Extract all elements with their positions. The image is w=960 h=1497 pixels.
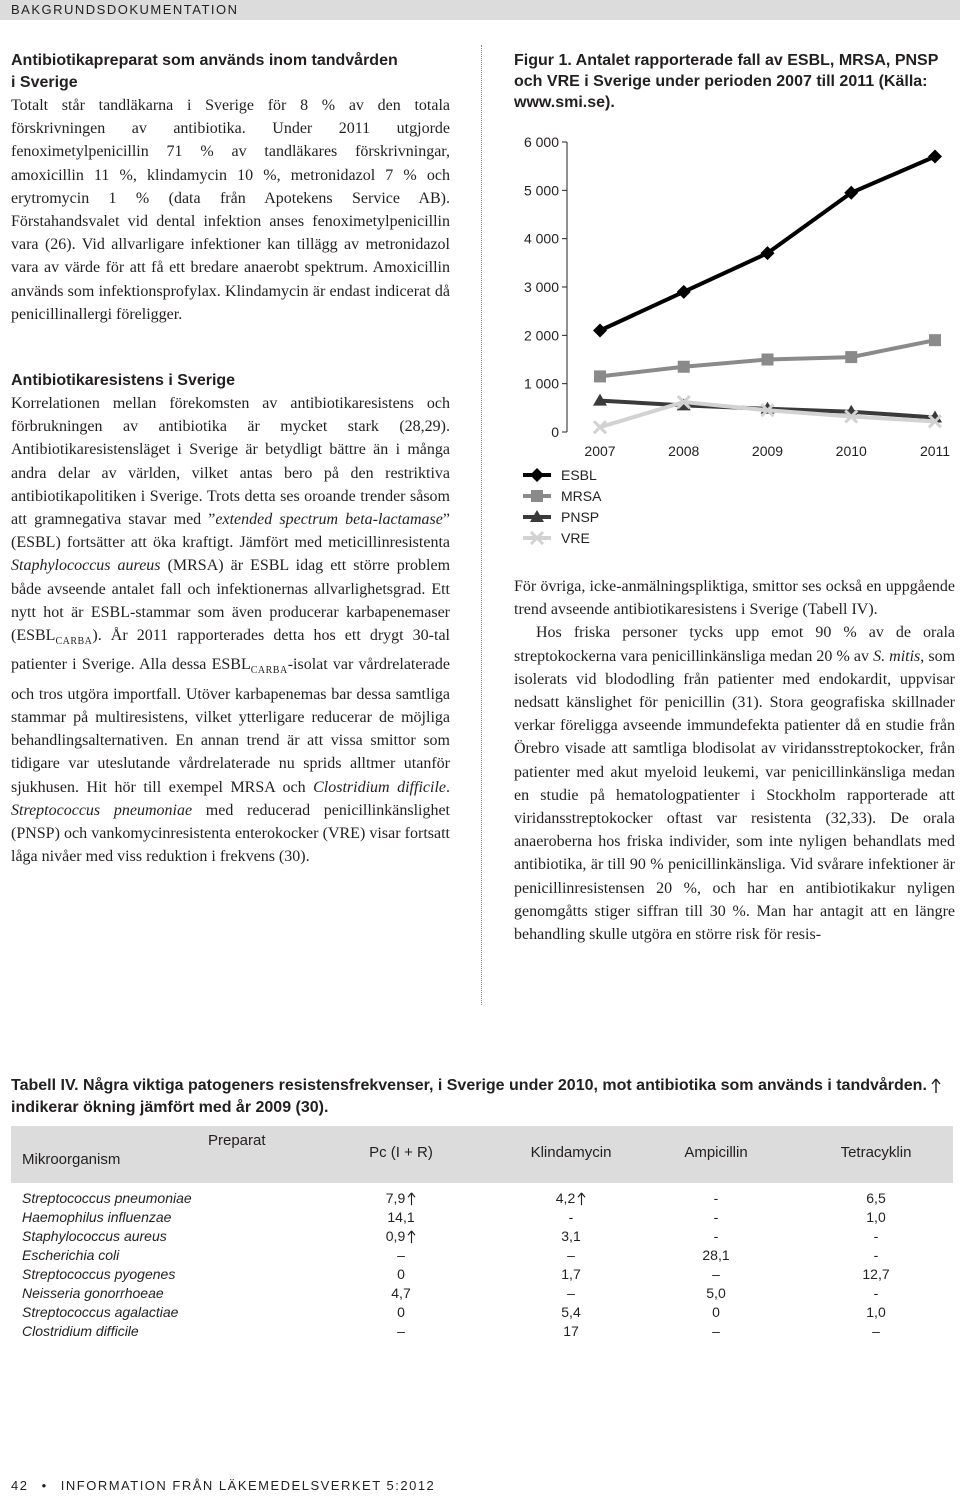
- line-chart: [505, 130, 955, 550]
- ampicillin-cell: 5,0: [706, 1285, 726, 1301]
- table-body: [11, 1189, 953, 1341]
- data-point: [677, 285, 691, 299]
- cell-value: 1,7: [561, 1266, 581, 1282]
- text-run: (MRSA) är ESBL idag ett större problem både avseende antalet fall och infektionernas allvarlighetsgrad. Ett nytt hot är ESBL-stammar som även producerar karbapenemaser (ESBL: [11, 557, 451, 645]
- cell-value: 0,9: [385, 1228, 406, 1244]
- text-run: ). År 2011 rapporterades detta hos ett drygt 30-tal patienter i Sverige. Alla dessa ESBL: [11, 627, 450, 674]
- publication-name: INFORMATION FRÅN LÄKEMEDELSVERKET 5:2012: [60, 1478, 436, 1493]
- bullet-separator: •: [41, 1478, 48, 1493]
- header-tetracyklin: Tetracyklin: [840, 1144, 912, 1161]
- tetracyklin-cell: 12,7: [862, 1266, 890, 1282]
- table-caption: [11, 1075, 951, 1119]
- ampicillin-cell: –: [712, 1323, 720, 1339]
- table-row: [11, 1322, 953, 1341]
- klindamycin-cell: [541, 1265, 601, 1284]
- table-row: [11, 1246, 953, 1265]
- italic-term: Clostridium difficile: [313, 778, 446, 796]
- table-row: [11, 1284, 953, 1303]
- page-footer: [11, 1478, 435, 1493]
- heading-line-2: i Sverige: [11, 74, 78, 91]
- pc-cell: [371, 1246, 431, 1265]
- pc-cell: [371, 1227, 431, 1246]
- table-row: [11, 1208, 953, 1227]
- tetracyklin-cell: –: [872, 1323, 880, 1339]
- tetracyklin-cell: 1,0: [866, 1209, 886, 1225]
- organism-cell: Streptococcus pneumoniae: [22, 1190, 192, 1206]
- legend-item-vre: [523, 530, 590, 546]
- legend-label: MRSA: [561, 488, 602, 504]
- right-column-text: [514, 575, 955, 946]
- legend-item-mrsa: [523, 488, 602, 504]
- klindamycin-cell: [541, 1208, 601, 1227]
- text-run: ” (ESBL) fortsätter att öka kraftigt. Jämfört med meticillinresistenta: [11, 511, 450, 552]
- series-line: [600, 157, 935, 331]
- tetracyklin-cell: 1,0: [866, 1304, 886, 1320]
- header-pc: Pc (I + R): [369, 1144, 433, 1161]
- body-paragraph: För övriga, icke-anmälningspliktiga, smittor ses också en uppgående trend avseende antibiotikaresistens i Sverige (Tabell IV).: [514, 578, 955, 619]
- data-point: [594, 370, 606, 382]
- ampicillin-cell: 0: [712, 1304, 720, 1320]
- klindamycin-cell: [541, 1322, 601, 1341]
- y-tick-label: 6 000: [523, 134, 559, 150]
- pc-cell: [371, 1303, 431, 1322]
- section-antibiotikaresistens: [11, 370, 450, 868]
- figure-caption: Figur 1. Antalet rapporterade fall av ESBL, MRSA, PNSP och VRE i Sverige under perioden 2007 till 2011 (Källa: www.smi.se).: [514, 52, 939, 111]
- cell-value: –: [567, 1285, 575, 1301]
- cell-value: 17: [563, 1323, 579, 1339]
- y-tick-label: 4 000: [523, 230, 559, 247]
- y-tick-label: 0: [551, 424, 559, 440]
- legend-label: ESBL: [561, 467, 597, 483]
- organism-cell: Escherichia coli: [22, 1247, 120, 1263]
- text-run: -isolat var vårdrelaterade och tros utgöra importfall. Utöver karbapenemas bar dessa samtliga stammar på multiresistens, vilket ytterligare reducerar de möjliga behandlingsalternativen. En annan trend är att vissa smittor som tidigare var uteslutande vårdrelaterade nu sprids alltmer utanför sjukhusen. Hit hör till exempel MRSA och: [11, 656, 450, 796]
- organism-cell: Streptococcus pyogenes: [22, 1266, 176, 1282]
- x-tick-label: 2007: [584, 443, 616, 459]
- y-tick-label: 5 000: [523, 182, 559, 199]
- table-row: [11, 1265, 953, 1284]
- data-point: [929, 334, 941, 346]
- pc-cell: [371, 1265, 431, 1284]
- table-row: [11, 1303, 953, 1322]
- italic-term: Staphylococcus aureus: [11, 557, 161, 575]
- pc-cell: [371, 1284, 431, 1303]
- legend-marker: [531, 490, 543, 502]
- italic-term: extended spectrum beta-lactamase: [215, 511, 443, 529]
- y-tick-label: 2 000: [523, 327, 559, 344]
- tetracyklin-cell: -: [873, 1228, 879, 1244]
- organism-cell: Streptococcus agalactiae: [22, 1304, 179, 1320]
- cell-value: 4,7: [391, 1285, 411, 1301]
- data-point: [593, 324, 607, 338]
- cell-value: –: [397, 1323, 405, 1339]
- header-mikroorganism: Mikroorganism: [22, 1151, 121, 1168]
- tetracyklin-cell: -: [873, 1285, 879, 1301]
- text-run: med reducerad penicillinkänslighet (PNSP) och vankomycinresistenta enterokocker (VRE) visar fortsatt låga nivåer med viss reduktion i frekvens (30).: [11, 801, 451, 866]
- subscript: CARBA: [250, 665, 288, 677]
- pc-cell: [371, 1189, 431, 1208]
- chart-series: [593, 150, 942, 434]
- cell-value: 7,9: [385, 1190, 406, 1206]
- section-header-label: BAKGRUNDSDOKUMENTATION: [11, 2, 239, 17]
- organism-cell: Clostridium difficile: [22, 1323, 139, 1339]
- arrow-up-icon: [407, 1192, 416, 1206]
- arrow-up-icon: [931, 1078, 941, 1094]
- cell-value: 3,1: [561, 1228, 581, 1244]
- italic-term: Streptococcus pneumoniae: [11, 801, 193, 819]
- x-tick-label: 2010: [835, 443, 867, 459]
- series-mrsa: [594, 334, 941, 382]
- pc-cell: [371, 1322, 431, 1341]
- cell-value: 4,2: [555, 1190, 576, 1206]
- text-run: .: [446, 778, 450, 796]
- y-tick-label: 3 000: [523, 279, 559, 295]
- data-point: [762, 354, 774, 366]
- heading-line-1: Antibiotikapreparat som används inom tandvården: [11, 52, 398, 69]
- cell-value: 0: [397, 1304, 405, 1320]
- x-tick-label: 2011: [919, 443, 951, 459]
- header-preparat: Preparat: [208, 1132, 266, 1149]
- tetracyklin-cell: -: [873, 1247, 879, 1263]
- section-antibiotikapreparat: [11, 50, 450, 326]
- resistance-table: [11, 1126, 953, 1341]
- klindamycin-cell: [541, 1227, 601, 1246]
- legend-item-esbl: [523, 467, 597, 483]
- y-tick-label: 1 000: [523, 375, 559, 392]
- cell-value: –: [397, 1247, 405, 1263]
- ampicillin-cell: -: [713, 1190, 719, 1206]
- legend-item-pnsp: [523, 509, 599, 525]
- organism-cell: Neisseria gonorrhoeae: [22, 1285, 164, 1301]
- klindamycin-cell: [541, 1246, 601, 1265]
- data-point: [845, 351, 857, 363]
- section-heading: Antibiotikaresistens i Sverige: [11, 372, 236, 389]
- table-caption-note: indikerar ökning jämfört med år 2009 (30).: [11, 1099, 329, 1116]
- cell-value: 5,4: [561, 1304, 581, 1320]
- pc-cell: [371, 1208, 431, 1227]
- ampicillin-cell: -: [713, 1228, 719, 1244]
- cell-value: 14,1: [387, 1209, 415, 1225]
- header-klindamycin: Klindamycin: [530, 1144, 612, 1161]
- cell-value: -: [568, 1209, 574, 1225]
- klindamycin-cell: [541, 1284, 601, 1303]
- series-esbl: [593, 150, 942, 338]
- organism-cell: Haemophilus influenzae: [22, 1209, 172, 1225]
- text-run: Hos friska personer tycks upp emot 90 % av de orala streptokockerna vara penicillinkänsliga medan 20 % av: [514, 624, 955, 665]
- cell-value: 0: [397, 1266, 405, 1282]
- legend-label: VRE: [561, 530, 590, 546]
- page-number: 42: [11, 1478, 29, 1493]
- table-row: [11, 1227, 953, 1246]
- klindamycin-cell: [541, 1303, 601, 1322]
- body-paragraph: [11, 392, 450, 868]
- ampicillin-cell: 28,1: [702, 1247, 730, 1263]
- chart-legend: [523, 467, 602, 546]
- table-caption-title: Tabell IV. Några viktiga patogeners resistensfrekvenser, i Sverige under 2010, mot antibiotika som används i tandvården.: [11, 1077, 927, 1094]
- table-header: [11, 1126, 953, 1183]
- subscript: CARBA: [55, 636, 93, 648]
- klindamycin-cell: [541, 1189, 601, 1208]
- ampicillin-cell: -: [713, 1209, 719, 1225]
- data-point: [678, 361, 690, 373]
- tetracyklin-cell: 6,5: [866, 1190, 886, 1206]
- body-paragraph: [514, 621, 955, 946]
- ampicillin-cell: –: [712, 1266, 720, 1282]
- column-divider: [481, 45, 483, 1005]
- x-tick-label: 2008: [668, 443, 700, 459]
- text-run: Korrelationen mellan förekomsten av antibiotikaresistens och förbrukningen av antibiotika är mycket stark (28,29). Antibiotikaresistensläget i Sverige är betydligt bättre än i många andra delar av världen, vilket antas bero på den restriktiva antibiotikapolitiken i Sverige. Trots detta ses oroande trender såsom att gramnegativa stavar med ”: [11, 395, 450, 529]
- x-tick-label: 2009: [751, 443, 784, 459]
- body-paragraph: Totalt står tandläkarna i Sverige för 8 % av den totala förskrivningen av antibiotika. Under 2011 utgjorde fenoximetylpenicillin 71 % av tandläkares förskrivningar, amoxicillin 11 %, klindamycin 10 %, metronidazol 7 % och erytromycin 1 % (data från Apotekens Service AB). Förstahandsvalet vid dental infektion anses fenoximetylpenicillin vara (26). Vid allvarligare infektioner kan tillägg av metronidazol vara av värde för att få ett bredare anaerobt spektrum. Amoxicillin används som infektionsprofylax. Klindamycin är endast indicerat då penicillinallergi föreligger.: [11, 97, 450, 323]
- header-ampicillin: Ampicillin: [684, 1144, 748, 1161]
- chart-axes: [524, 134, 950, 459]
- text-run: , som isolerats vid blododling från patienter med endokardit, uppvisar nedsatt känslighet för penicillin (31). Stora geografiska skillnader verkar föreligga avseende immundefekta patienter då en studie från Örebro visade att samtliga blodisolat av viridansstreptokocker, från patienter med akut myeloid leukemi, var penicillinkänsliga medan en studie på hematologpatienter i Stockholm rapporterade att viridansstreptokocker oftast var resistenta (32,33). De orala anaeroberna hos friska individer, som inte nyligen behandlats med antibiotika, är till 90 % penicillinkänsliga. Vid svårare infektioner är penicillinresistensen 20 %, och har en antibiotikakur nyligen genomgåtts stiger siffran till 30 %. Man har antagit att en längre behandling skulle utgöra en större risk för resis-: [514, 647, 956, 944]
- data-point: [928, 150, 942, 164]
- italic-term: S. mitis: [873, 647, 921, 665]
- arrow-up-icon: [407, 1230, 416, 1244]
- section-heading: [11, 50, 450, 94]
- organism-cell: Staphylococcus aureus: [22, 1228, 167, 1244]
- cell-value: –: [567, 1247, 575, 1263]
- arrow-up-icon: [577, 1192, 586, 1206]
- table-row: [11, 1189, 953, 1208]
- legend-marker: [530, 468, 544, 482]
- legend-label: PNSP: [561, 509, 600, 525]
